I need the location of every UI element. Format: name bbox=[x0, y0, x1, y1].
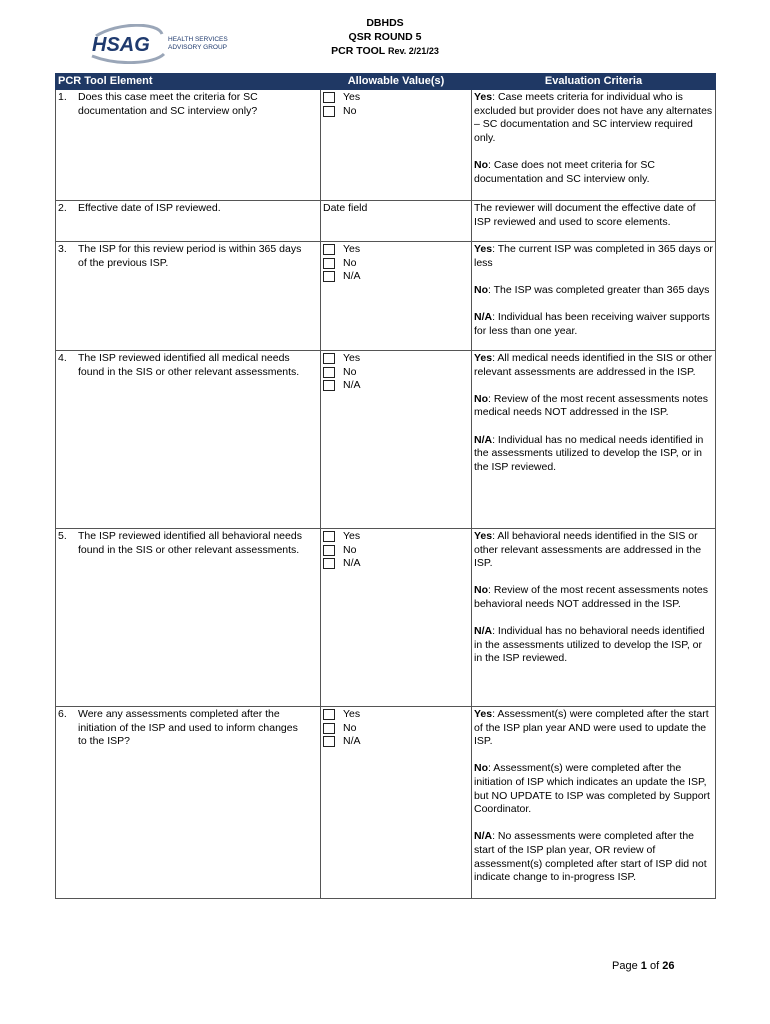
criteria-text: : All behavioral needs identified in the SIS or other relevant assessments are addressed in the ISP. bbox=[474, 530, 702, 570]
criteria-paragraph bbox=[474, 708, 713, 749]
item-number: 5. bbox=[58, 530, 67, 542]
item-question: Were any assessments completed after the initiation of the ISP and used to inform changes to the ISP? bbox=[78, 708, 298, 748]
table-row bbox=[56, 707, 716, 899]
criteria-paragraph bbox=[474, 584, 713, 611]
checkbox[interactable] bbox=[323, 353, 335, 364]
element-cell bbox=[56, 529, 321, 707]
header-allowable-values: Allowable Value(s) bbox=[321, 74, 472, 90]
allowable-values-cell bbox=[321, 242, 472, 351]
criteria-paragraph bbox=[474, 530, 713, 571]
logo-wordmark: HSAG bbox=[92, 34, 150, 56]
checkbox[interactable] bbox=[323, 380, 335, 391]
criteria-text: The reviewer will document the effective date of ISP reviewed and used to score elements. bbox=[474, 202, 696, 228]
allowable-values-cell bbox=[321, 90, 472, 201]
evaluation-criteria-cell bbox=[472, 351, 716, 529]
option-label: N/A bbox=[343, 735, 361, 748]
option-no[interactable] bbox=[323, 366, 469, 380]
table-row bbox=[56, 242, 716, 351]
option-label: Yes bbox=[343, 91, 361, 103]
logo-subtext-2: ADVISORY GROUP bbox=[168, 44, 227, 51]
table-row bbox=[56, 351, 716, 529]
option-label: N/A bbox=[343, 379, 361, 392]
checkbox[interactable] bbox=[323, 244, 335, 255]
allowable-values-cell bbox=[321, 707, 472, 899]
criteria-label: No bbox=[474, 762, 488, 775]
option-na[interactable] bbox=[323, 379, 469, 393]
criteria-paragraph bbox=[474, 91, 713, 145]
criteria-label: Yes bbox=[474, 530, 493, 542]
option-label: No bbox=[343, 721, 357, 734]
header-element: PCR Tool Element bbox=[56, 74, 321, 90]
criteria-text: : Assessment(s) were completed after the initiation of ISP which indicates an update the ISP, but NO UPDATE to ISP was completed by Support Coordinator. bbox=[474, 762, 710, 816]
option-yes[interactable] bbox=[323, 243, 469, 257]
title-line-1: DBHDS bbox=[366, 17, 404, 29]
checkbox[interactable] bbox=[323, 367, 335, 378]
criteria-paragraph bbox=[474, 625, 713, 666]
criteria-paragraph bbox=[474, 830, 713, 884]
option-na[interactable] bbox=[323, 557, 469, 571]
title-revision: Rev. 2/21/23 bbox=[387, 46, 439, 56]
item-number: 3. bbox=[58, 243, 67, 255]
criteria-label: No bbox=[474, 584, 488, 597]
element-cell bbox=[56, 90, 321, 201]
criteria-label: N/A bbox=[474, 310, 493, 323]
evaluation-criteria-cell bbox=[472, 90, 716, 201]
option-no[interactable] bbox=[323, 105, 469, 119]
item-number: 2. bbox=[58, 202, 67, 214]
value-field-type: Date field bbox=[323, 202, 368, 214]
of-word: of bbox=[649, 960, 660, 972]
criteria-text: : All medical needs identified in the SIS or other relevant assessments are addressed in the ISP. bbox=[474, 352, 713, 378]
checkbox[interactable] bbox=[323, 531, 335, 542]
checkbox[interactable] bbox=[323, 736, 335, 747]
option-yes[interactable] bbox=[323, 91, 469, 105]
criteria-paragraph bbox=[474, 434, 713, 475]
criteria-label: No bbox=[474, 283, 488, 296]
criteria-label: N/A bbox=[474, 830, 493, 843]
option-label: N/A bbox=[343, 270, 361, 283]
criteria-label: N/A bbox=[474, 625, 493, 638]
option-label: Yes bbox=[343, 708, 361, 720]
table-row bbox=[56, 201, 716, 242]
checkbox[interactable] bbox=[323, 723, 335, 734]
checkbox[interactable] bbox=[323, 558, 335, 569]
criteria-text: : Review of the most recent assessments notes behavioral needs NOT addressed in the ISP. bbox=[474, 584, 709, 610]
item-question: The ISP for this review period is within 365 days of the previous ISP. bbox=[78, 243, 302, 269]
criteria-text: : Case meets criteria for individual who is excluded but provider does not have any alternates – SC documentation and SC interview required only. bbox=[474, 91, 713, 144]
option-na[interactable] bbox=[323, 270, 469, 284]
criteria-text: : Review of the most recent assessments notes medical needs NOT addressed in the ISP. bbox=[474, 392, 709, 419]
option-label: No bbox=[343, 365, 357, 378]
evaluation-criteria-cell bbox=[472, 242, 716, 351]
checkbox[interactable] bbox=[323, 545, 335, 556]
checkbox[interactable] bbox=[323, 106, 335, 117]
criteria-paragraph bbox=[474, 202, 713, 229]
checkbox[interactable] bbox=[323, 709, 335, 720]
option-yes[interactable] bbox=[323, 530, 469, 544]
item-question: The ISP reviewed identified all behavioral needs found in the SIS or other relevant assessments. bbox=[78, 530, 302, 556]
criteria-text: : Individual has been receiving waiver supports for less than one year. bbox=[474, 310, 710, 337]
title-line-2: QSR ROUND 5 bbox=[348, 31, 422, 43]
criteria-paragraph bbox=[474, 243, 713, 270]
table-row bbox=[56, 529, 716, 707]
header-evaluation-criteria: Evaluation Criteria bbox=[472, 74, 716, 90]
option-yes[interactable] bbox=[323, 352, 469, 366]
allowable-values-cell bbox=[321, 351, 472, 529]
page-current: 1 bbox=[640, 960, 647, 972]
allowable-values-cell bbox=[321, 201, 472, 242]
evaluation-criteria-cell bbox=[472, 529, 716, 707]
criteria-paragraph bbox=[474, 393, 713, 420]
criteria-paragraph bbox=[474, 284, 713, 298]
criteria-label: Yes bbox=[474, 91, 493, 103]
item-number: 6. bbox=[58, 708, 67, 720]
element-cell bbox=[56, 351, 321, 529]
criteria-label: No bbox=[474, 158, 488, 171]
criteria-label: No bbox=[474, 392, 488, 405]
evaluation-criteria-cell bbox=[472, 201, 716, 242]
criteria-paragraph bbox=[474, 159, 713, 186]
option-no[interactable] bbox=[323, 544, 469, 558]
option-no[interactable] bbox=[323, 257, 469, 271]
item-question: The ISP reviewed identified all medical needs found in the SIS or other relevant assessments. bbox=[78, 352, 300, 378]
option-label: N/A bbox=[343, 557, 361, 570]
criteria-label: N/A bbox=[474, 433, 493, 446]
criteria-paragraph bbox=[474, 762, 713, 816]
allowable-values-cell bbox=[321, 529, 472, 707]
option-na[interactable] bbox=[323, 735, 469, 749]
criteria-text: : Assessment(s) were completed after the start of the ISP plan year AND were used to update the ISP. bbox=[474, 708, 709, 748]
page-total: 26 bbox=[662, 960, 675, 972]
criteria-label: Yes bbox=[474, 243, 493, 255]
option-label: Yes bbox=[343, 243, 361, 255]
option-label: No bbox=[343, 256, 357, 269]
item-question: Does this case meet the criteria for SC documentation and SC interview only? bbox=[78, 91, 258, 117]
title-line-3 bbox=[270, 44, 500, 58]
option-label: No bbox=[343, 543, 357, 556]
criteria-text: : Individual has no behavioral needs identified in the assessments utilized to develop the ISP, or in the ISP reviewed. bbox=[474, 625, 705, 665]
table-header-row bbox=[56, 74, 716, 90]
element-cell bbox=[56, 201, 321, 242]
checkbox[interactable] bbox=[323, 92, 335, 103]
criteria-text: : The ISP was completed greater than 365 days bbox=[488, 283, 710, 296]
criteria-text: : Individual has no medical needs identified in the assessments utilized to develop the ISP, or in the ISP reviewed. bbox=[474, 433, 704, 473]
pcr-tool-table bbox=[55, 73, 716, 899]
option-label: No bbox=[343, 104, 357, 117]
criteria-label: Yes bbox=[474, 708, 493, 720]
item-question: Effective date of ISP reviewed. bbox=[78, 202, 221, 214]
evaluation-criteria-cell bbox=[472, 707, 716, 899]
criteria-text: : No assessments were completed after the start of the ISP plan year, OR review of assessment(s) completed after start of ISP did not indicate change to in-progress ISP. bbox=[474, 830, 707, 884]
option-yes[interactable] bbox=[323, 708, 469, 722]
item-number: 1. bbox=[58, 91, 67, 103]
document-title bbox=[270, 16, 500, 58]
criteria-label: Yes bbox=[474, 352, 493, 364]
hsag-logo bbox=[88, 24, 238, 64]
option-no[interactable] bbox=[323, 722, 469, 736]
criteria-paragraph bbox=[474, 311, 713, 338]
table-row bbox=[56, 90, 716, 201]
logo-subtext-1: HEALTH SERVICES bbox=[168, 36, 228, 43]
option-label: Yes bbox=[343, 530, 361, 542]
item-number: 4. bbox=[58, 352, 67, 364]
checkbox[interactable] bbox=[323, 258, 335, 269]
element-cell bbox=[56, 707, 321, 899]
checkbox[interactable] bbox=[323, 271, 335, 282]
title-tool: PCR TOOL bbox=[331, 45, 386, 57]
page-number bbox=[612, 960, 674, 972]
page-word: Page bbox=[612, 960, 638, 972]
criteria-text: : The current ISP was completed in 365 days or less bbox=[474, 243, 713, 269]
criteria-text: : Case does not meet criteria for SC documentation and SC interview only. bbox=[474, 158, 655, 185]
criteria-paragraph bbox=[474, 352, 713, 379]
element-cell bbox=[56, 242, 321, 351]
option-label: Yes bbox=[343, 352, 361, 364]
